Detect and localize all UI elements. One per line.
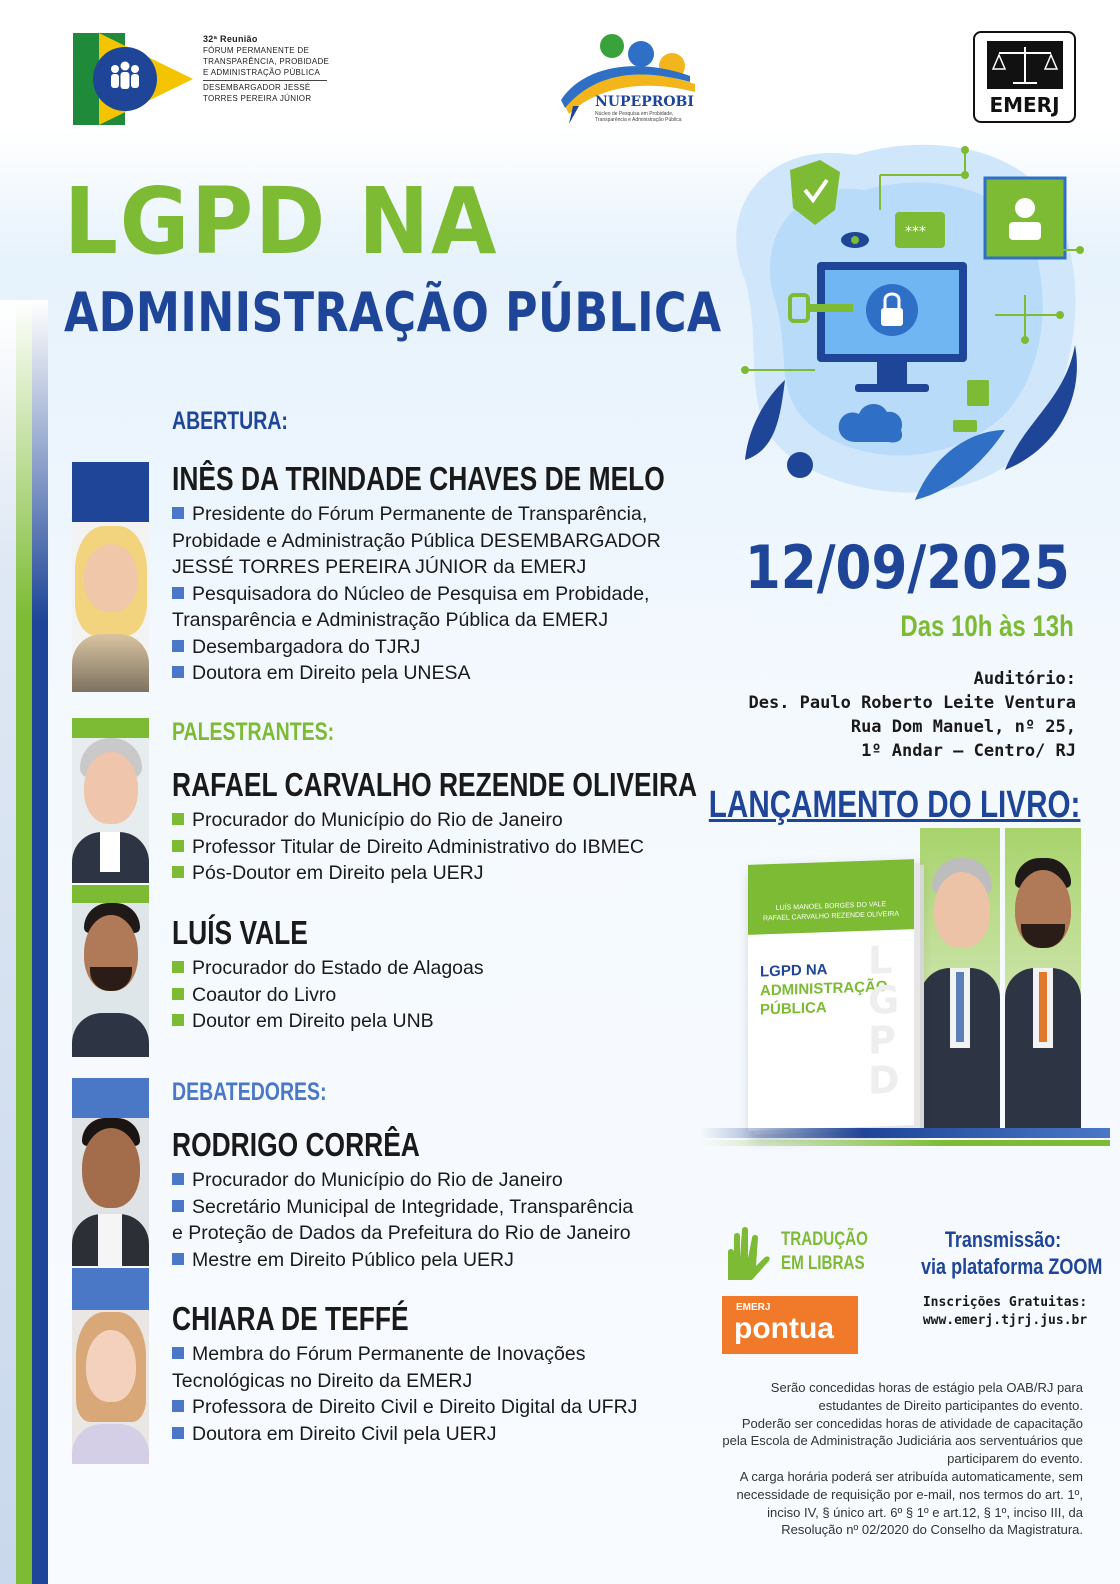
bio-line: Tecnológicas no Direito da EMERJ bbox=[172, 1369, 473, 1392]
forum-logo bbox=[73, 33, 193, 125]
bio-line: e Proteção de Dados da Prefeitura do Rio de Janeiro bbox=[172, 1222, 631, 1244]
bullet-square bbox=[172, 1347, 184, 1359]
bio-line: Procurador do Município do Rio de Janeiro bbox=[192, 1169, 563, 1191]
fine-line: participarem do evento. bbox=[947, 1451, 1083, 1467]
bullet-square bbox=[172, 1014, 184, 1026]
bio-line: Procurador do Estado de Alagoas bbox=[192, 957, 484, 979]
bio-line: Professora de Direito Civil e Direito Digital da UFRJ bbox=[192, 1396, 638, 1418]
bio-line: JESSÉ TORRES PEREIRA JÚNIOR da EMERJ bbox=[172, 556, 587, 578]
fine-line: Poderão ser concedidas horas de atividade de capacitação bbox=[741, 1415, 1083, 1431]
fine-line: Resolução nº 02/2020 do Conselho da Magistratura. bbox=[781, 1522, 1083, 1538]
forum-line: TRANSPARÊNCIA, PROBIDADE bbox=[203, 57, 330, 66]
rafael-photo bbox=[72, 718, 149, 883]
bio-line: Desembargadora do TJRJ bbox=[192, 635, 421, 658]
book-cover: LUÍS MANOEL BORGES DO VALE RAFAEL CARVALHO REZENDE OLIVEIRA LGPD NA ADMINISTRAÇÃO PÚBLICA L G P D bbox=[748, 859, 914, 1131]
bullet-square bbox=[172, 866, 184, 878]
bullet-square bbox=[172, 1427, 184, 1439]
bullet-square bbox=[172, 507, 184, 519]
rodrigo-name: RODRIGO CORRÊA bbox=[172, 1126, 420, 1163]
bullet-square bbox=[172, 666, 184, 678]
book-title-line: LGPD NA bbox=[760, 961, 828, 981]
abertura-label: ABERTURA: bbox=[172, 407, 288, 435]
honoree-line: DESEMBARGADOR JESSÉ bbox=[203, 83, 311, 92]
bio-line: Presidente do Fórum Permanente de Transparência, bbox=[192, 503, 648, 525]
fine-print bbox=[683, 1379, 1083, 1539]
honoree-line: TORRES PEREIRA JÚNIOR bbox=[203, 94, 312, 103]
bullet-square bbox=[172, 1253, 184, 1265]
bullet-square bbox=[172, 961, 184, 973]
scales-icon bbox=[985, 39, 1065, 91]
book-title-line: ADMINISTRAÇÃO bbox=[760, 978, 888, 1000]
book-launch-label: LANÇAMENTO DO LIVRO: bbox=[708, 784, 1080, 826]
pontua-small: EMERJ bbox=[736, 1302, 771, 1313]
bio-line: Procurador do Município do Rio de Janeiro bbox=[192, 809, 563, 831]
rafael-name: RAFAEL CARVALHO REZENDE OLIVEIRA bbox=[172, 766, 698, 803]
title-line-1: LGPD NA bbox=[64, 168, 499, 275]
transmission-line: Transmissão: bbox=[944, 1227, 1062, 1252]
bullet-square bbox=[172, 587, 184, 599]
bullet-square bbox=[172, 988, 184, 1000]
book-title-line: PÚBLICA bbox=[760, 999, 827, 1019]
rodrigo-bio bbox=[172, 1167, 712, 1273]
bio-line: Doutor em Direito pela UNB bbox=[192, 1010, 434, 1032]
chiara-name: CHIARA DE TEFFÉ bbox=[172, 1300, 409, 1337]
bio-line: Doutora em Direito pela UNESA bbox=[192, 662, 471, 684]
fine-line: inciso IV, § único art. 6º § 1º e art.12, § 1º, inciso III, da bbox=[767, 1504, 1083, 1520]
libras-label bbox=[781, 1228, 868, 1276]
venue-line: Rua Dom Manuel, nº 25, bbox=[850, 717, 1076, 737]
book-author-line: LUÍS MANOEL BORGES DO VALE bbox=[775, 901, 887, 912]
event-venue bbox=[748, 667, 1076, 763]
forum-line: FÓRUM PERMANENTE DE bbox=[203, 46, 310, 55]
nupeprobi-sub-line: Transparência e Administração Pública bbox=[595, 117, 682, 123]
libras-line: TRADUÇÃO bbox=[781, 1229, 868, 1250]
bio-line: Secretário Municipal de Integridade, Transparência bbox=[192, 1195, 634, 1218]
luis-bio bbox=[172, 955, 712, 1035]
bullet-square bbox=[172, 840, 184, 852]
author-luis-photo bbox=[1005, 858, 1081, 1138]
emerj-logo bbox=[973, 31, 1076, 123]
chiara-photo bbox=[72, 1268, 149, 1464]
book-author-line: RAFAEL CARVALHO REZENDE OLIVEIRA bbox=[762, 910, 900, 923]
venue-line: Auditório: bbox=[973, 669, 1076, 689]
bio-line: Doutora em Direito Civil pela UERJ bbox=[192, 1422, 497, 1445]
nupeprobi-logo bbox=[555, 32, 705, 128]
transmission-line: via plataforma ZOOM bbox=[921, 1254, 1103, 1279]
libras-icon bbox=[720, 1222, 772, 1282]
bio-line: Probidade e Administração Pública DESEMBARGADOR bbox=[172, 529, 661, 552]
bio-line: Professor Titular de Direito Administrativo do IBMEC bbox=[192, 835, 644, 858]
event-hours: Das 10h às 13h bbox=[900, 610, 1074, 643]
nupeprobi-name: NUPEPROBI bbox=[595, 94, 694, 110]
bullet-square bbox=[172, 640, 184, 652]
ines-bio bbox=[172, 501, 712, 687]
transmission-info bbox=[921, 1226, 1103, 1280]
data-security-illustration bbox=[705, 130, 1090, 505]
fine-line: A carga horária poderá ser atribuída automaticamente, sem bbox=[739, 1468, 1083, 1484]
luis-photo bbox=[72, 885, 149, 1057]
nupeprobi-sub-line: Núcleo de Pesquisa em Probidade, bbox=[595, 111, 674, 117]
bio-line: Membra do Fórum Permanente de Inovações bbox=[192, 1343, 586, 1365]
ines-name: INÊS DA TRINDADE CHAVES DE MELO bbox=[172, 460, 665, 497]
debatedores-label: DEBATEDORES: bbox=[172, 1078, 327, 1106]
lock-icon bbox=[881, 308, 903, 326]
svg-text:***: *** bbox=[905, 224, 926, 240]
bomb-icon bbox=[787, 452, 813, 478]
bullet-square bbox=[172, 1400, 184, 1412]
title-line-2: ADMINISTRAÇÃO PÚBLICA bbox=[64, 281, 722, 344]
fine-line: estudantes de Direito participantes do evento. bbox=[818, 1397, 1083, 1413]
meeting-number: 32ª Reunião bbox=[203, 34, 258, 44]
bullet-square bbox=[172, 1200, 184, 1212]
chiara-bio bbox=[172, 1341, 712, 1447]
forum-line: E ADMINISTRAÇÃO PÚBLICA bbox=[203, 68, 321, 77]
author-rafael-photo bbox=[920, 858, 1000, 1138]
pontua-logo bbox=[722, 1296, 858, 1354]
registration-line: Inscrições Gratuitas: bbox=[922, 1295, 1088, 1310]
palestrantes-label: PALESTRANTES: bbox=[172, 718, 335, 746]
fine-line: Serão concedidas horas de estágio pela OAB/RJ para bbox=[770, 1380, 1083, 1395]
ines-photo bbox=[72, 462, 149, 692]
event-date: 12/09/2025 bbox=[745, 533, 1070, 603]
registration-info bbox=[920, 1294, 1090, 1330]
libras-line: EM LIBRAS bbox=[781, 1253, 865, 1274]
nupeprobi-sub bbox=[595, 111, 682, 123]
forum-text bbox=[203, 34, 343, 104]
fine-line: necessidade de requisição por e-mail, nos termos do art. 1º, bbox=[736, 1486, 1083, 1502]
luis-name: LUÍS VALE bbox=[172, 914, 308, 951]
registration-line: www.emerj.tjrj.jus.br bbox=[922, 1313, 1088, 1328]
pontua-word: pontua bbox=[734, 1312, 834, 1345]
rodrigo-photo bbox=[72, 1078, 149, 1266]
bio-line: Pesquisadora do Núcleo de Pesquisa em Probidade, bbox=[192, 582, 650, 605]
fine-line: pela Escola de Administração Judiciária aos serventuários que bbox=[722, 1433, 1083, 1449]
bullet-square bbox=[172, 1173, 184, 1185]
venue-line: Des. Paulo Roberto Leite Ventura bbox=[748, 693, 1076, 713]
bio-line: Coautor do Livro bbox=[192, 983, 337, 1006]
emerj-label: EMERJ bbox=[989, 93, 1060, 117]
bullet-square bbox=[172, 813, 184, 825]
rafael-bio bbox=[172, 807, 712, 887]
venue-line: 1º Andar – Centro/ RJ bbox=[861, 741, 1076, 761]
bio-line: Mestre em Direito Público pela UERJ bbox=[192, 1248, 514, 1271]
bio-line: Pós-Doutor em Direito pela UERJ bbox=[192, 862, 484, 884]
bio-line: Transparência e Administração Pública da EMERJ bbox=[172, 609, 609, 631]
book-launch-panel bbox=[700, 828, 1110, 1168]
